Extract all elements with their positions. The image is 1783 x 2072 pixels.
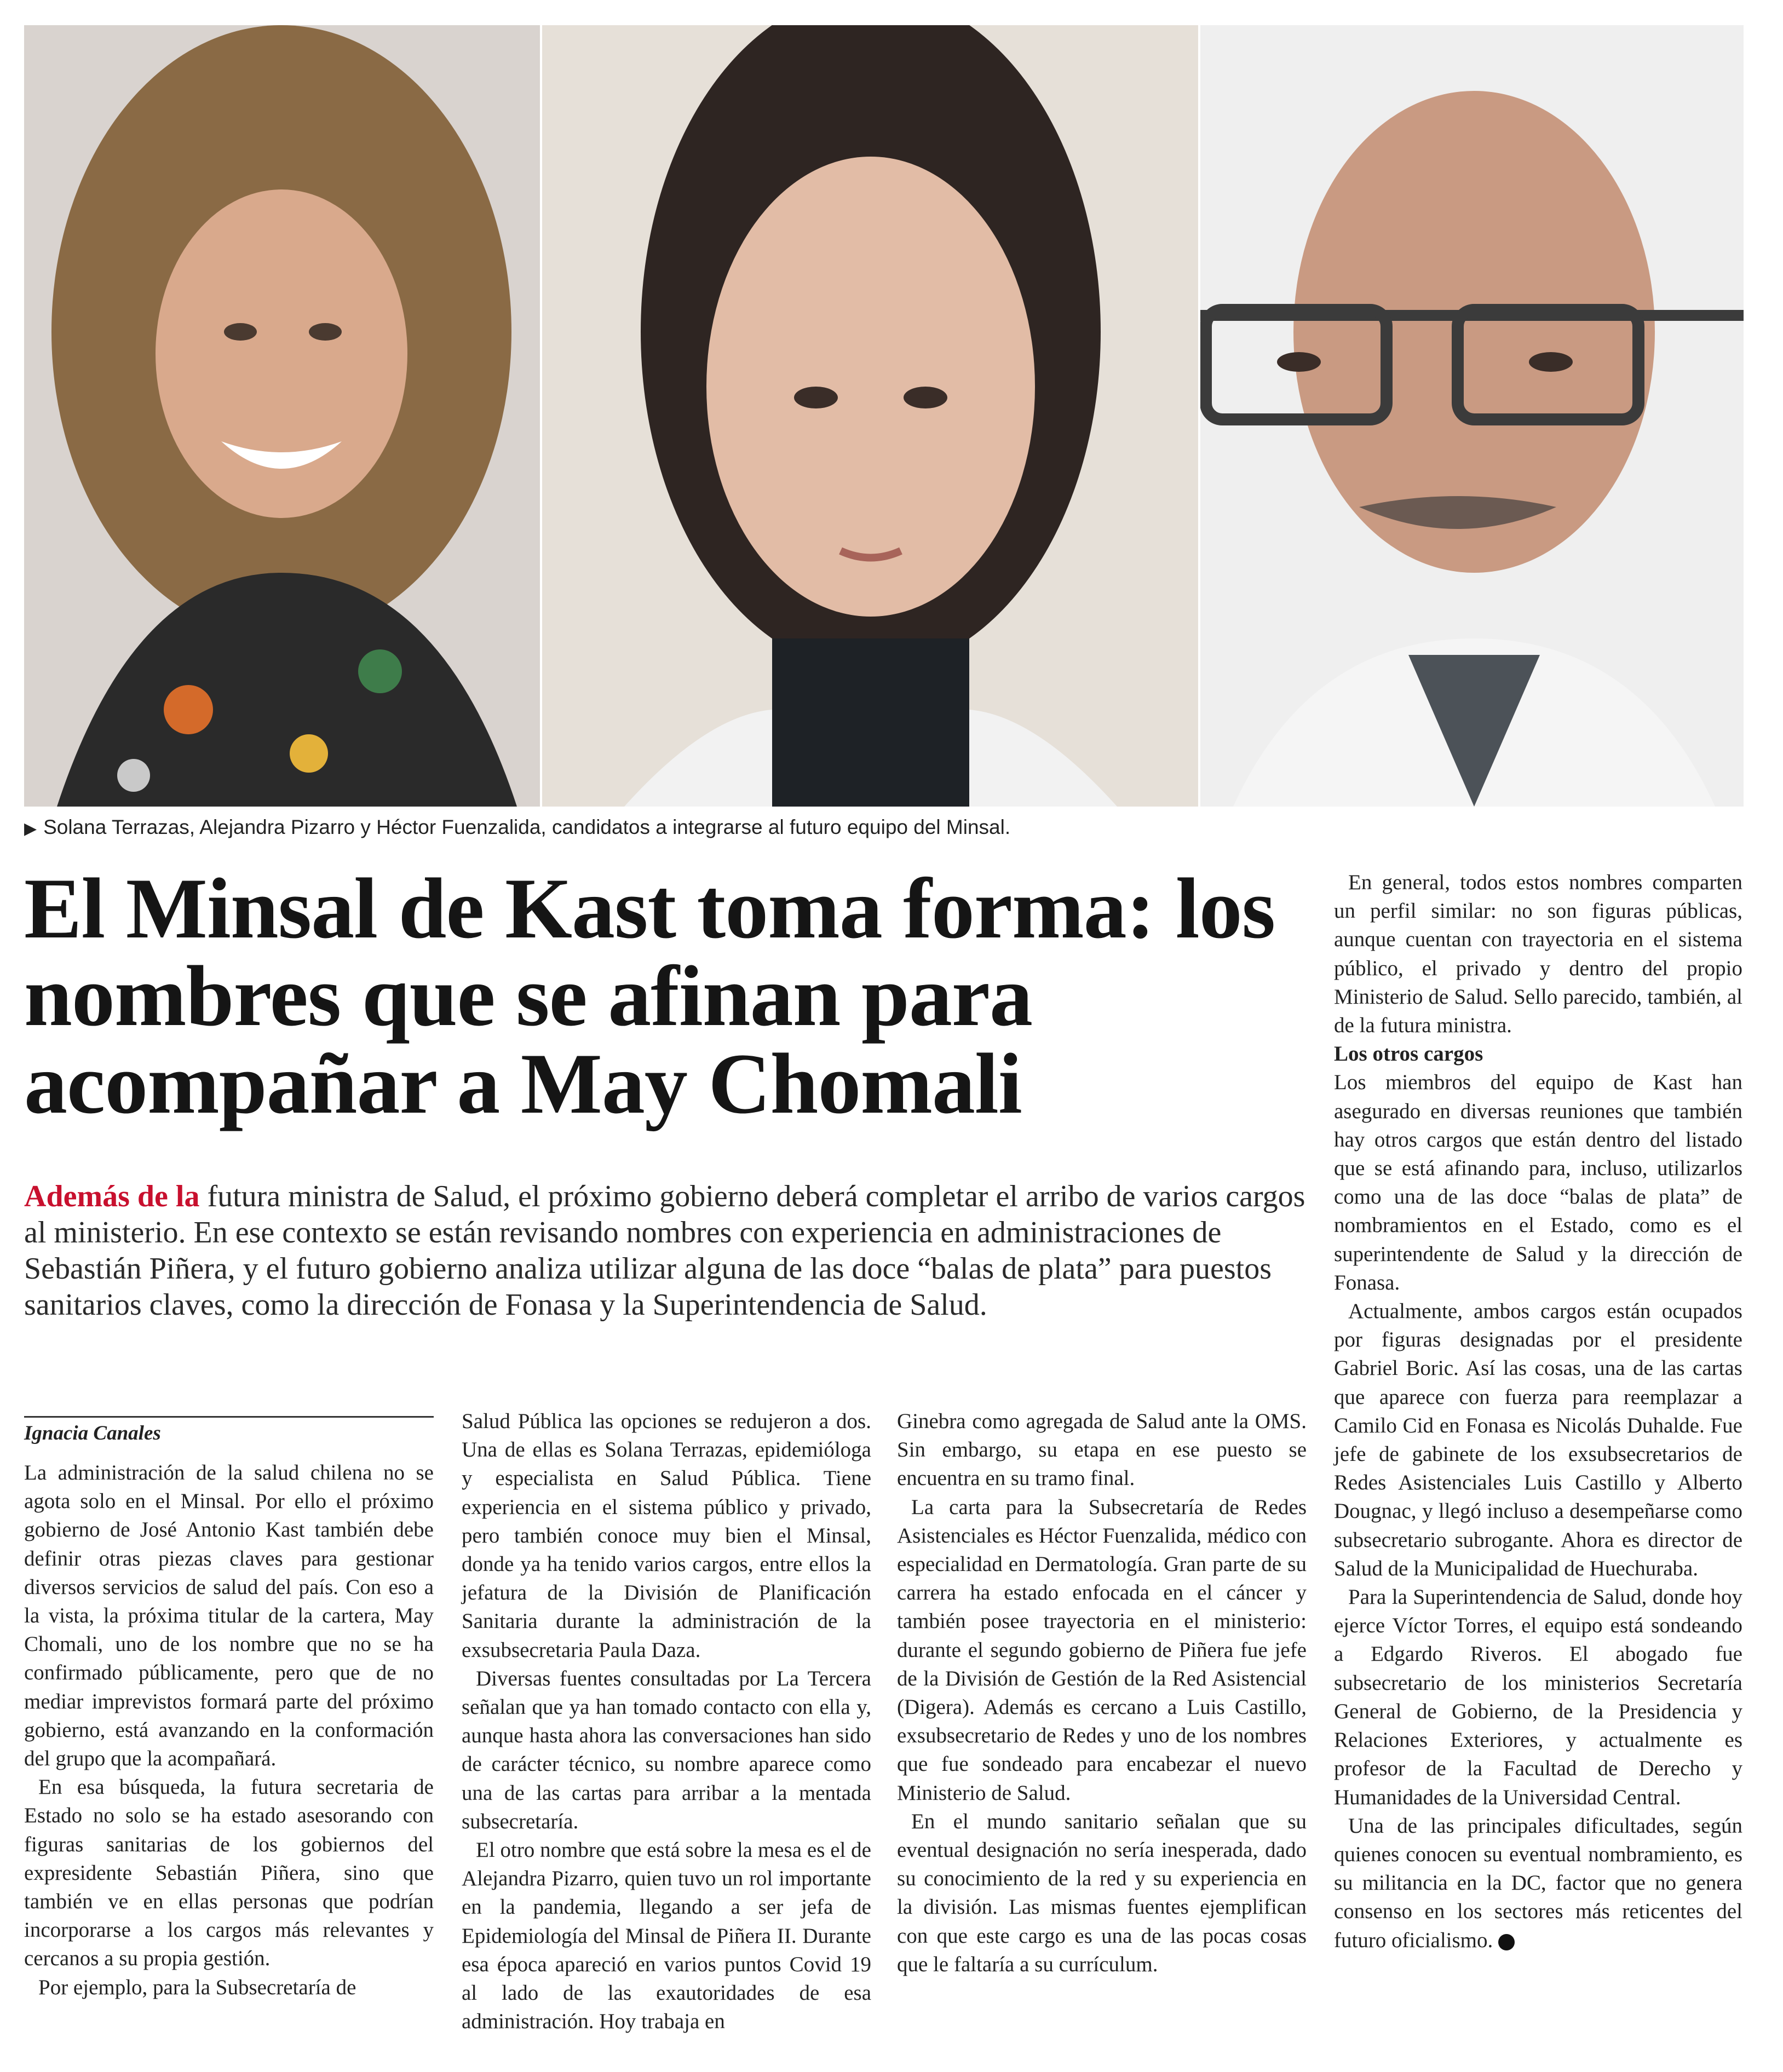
body-paragraph: Los miembros del equipo de Kast han asegurado en diversas reuniones que también hay otros cargos que están dentro del listado que se está afinando para, incluso, utilizarlos como una de las doce “balas de plata” de nombramientos en el Estado, como es el superintendente de Salud y la dirección de Fonasa. [1334,1070,1742,1294]
byline: Ignacia Canales [24,1422,161,1444]
body-paragraph: Para la Superintendencia de Salud, donde hoy ejerce Víctor Torres, el equipo está sondeando a Edgardo Riveros. El abogado fue subsecretario de los ministerios Secretaría General de Gobierno, de la Presidencia y Relaciones Exteriores, y actualmente es profesor de la Facultad de Derecho y Humanidades de la Universidad Central. [1334,1585,1742,1809]
lead-kicker: Además de la [24,1179,200,1213]
headline: El Minsal de Kast toma forma: los nombres que se afinan para acompañar a May Chomali [24,861,1275,1132]
body-paragraph: En el mundo sanitario señalan que su eventual designación no sería inesperada, dado su conocimiento de la red y su experiencia en la división. Las mismas fuentes ejemplifican con que este cargo es una de las pocas cosas que le faltaría a su currículum. [897,1809,1307,1976]
photo-caption: ▶ Solana Terrazas, Alejandra Pizarro y Héctor Fuenzalida, candidatos a integrarse al futuro equipo del Minsal. [24,816,1011,838]
caption-triangle-icon: ▶ [24,820,37,838]
photo-alejandra-pizarro [542,25,1198,807]
body-paragraph: Ginebra como agregada de Salud ante la OMS. Sin embargo, su etapa en ese puesto se encuentra en su tramo final. [897,1409,1307,1490]
byline-divider [24,1416,434,1418]
body-paragraph-last: Una de las principales dificultades, según quienes conocen su eventual nombramiento, es su militancia en la DC, factor que no genera consenso en los sectores más reticentes del futuro oficialismo. [1334,1814,1742,1952]
article-column-2 [462,1407,871,2036]
body-paragraph: Diversas fuentes consultadas por La Tercera señalan que ya han tomado contacto con ella y, aunque hasta ahora las conversaciones han sido de carácter técnico, su nombre aparece como una de las cartas para arribar a la mentada subsecretaría. [462,1666,871,1833]
photo-hector-fuenzalida [1200,25,1744,807]
body-paragraph: Actualmente, ambos cargos están ocupados por figuras designadas por el presidente Gabriel Boric. Así las cosas, una de las cartas que aparece con fuerza para reemplazar a Camilo Cid en Fonasa es Nicolás Duhalde. Fue jefe de gabinete de los exsubsecretarios de Redes Asistenciales Luis Castillo y Alberto Dougnac, y llegó incluso a desempeñarse como subsecretario subrogante. Ahora es director de Salud de la Municipalidad de Huechuraba. [1334,1299,1742,1580]
body-paragraph: En general, todos estos nombres comparten un perfil similar: no son figuras públicas, aunque cuentan con trayectoria en el sistema público, el privado y dentro del propio Ministerio de Salud. Sello parecido, también, al de la futura ministra. [1334,871,1742,1038]
body-paragraph: Por ejemplo, para la Subsecretaría de [38,1975,356,1999]
photo-strip [24,25,1744,807]
article-column-4 [1334,868,1742,1955]
section-subhead: Los otros cargos [1334,1042,1483,1066]
lead-text: futura ministra de Salud, el próximo gobierno deberá completar el arribo de varios cargos al ministerio. En ese contexto se están revisando nombres con experiencia en administraciones de Sebastián Piñera, y el futuro gobierno analiza utilizar alguna de las doce “balas de plata” para puestos sanitarios claves, como la dirección de Fonasa y la Superintendencia de Salud. [24,1179,1305,1322]
body-paragraph: El otro nombre que está sobre la mesa es el de Alejandra Pizarro, quien tuvo un rol importante en la pandemia, llegando a ser jefa de Epidemiología del Minsal de Piñera II. Durante esa época apareció en varios puntos Covid 19 al lado de las exautoridades de esa administración. Hoy trabaja en [462,1838,871,2034]
article-column-1 [24,1459,434,2002]
body-paragraph: En esa búsqueda, la futura secretaria de Estado no solo se ha estado asesorando con figuras sanitarias de los gobiernos del expresidente Sebastián Piñera, sino que también ve en ellas personas que podrían incorporarse a los cargos más relevantes y cercanos a su propia gestión. [24,1775,434,1971]
body-paragraph: Salud Pública las opciones se redujeron a dos. Una de ellas es Solana Terrazas, epidemióloga y especialista en Salud Pública. Tiene experiencia en el sistema público y privado, pero también conoce muy bien el Minsal, donde ya ha tenido varios cargos, entre ellos la jefatura de la División de Planificación Sanitaria durante la administración de la exsubsecretaria Paula Daza. [462,1409,871,1662]
photo-solana-terrazas [24,25,540,807]
body-paragraph: La administración de la salud chilena no se agota solo en el Minsal. Por ello el próximo gobierno de José Antonio Kast también debe definir otras piezas claves para gestionar diversos servicios de salud del país. Con eso a la vista, la próxima titular de la cartera, May Chomali, uno de los nombre que no se ha confirmado públicamente, pero que de no mediar imprevistos formará parte del próximo gobierno, está avanzando en la conformación del grupo que la acompañará. [24,1461,434,1771]
lead-paragraph [24,1178,1322,1323]
body-paragraph: La carta para la Subsecretaría de Redes Asistenciales es Héctor Fuenzalida, médico con especialidad en Dermatología. Gran parte de su carrera ha estado enfocada en el cáncer y también posee trayectoria en el ministerio: durante el segundo gobierno de Piñera fue jefe de la División de Gestión de la Red Asistencial (Digera). Además es cercano a Luis Castillo, exsubsecretario de Redes y uno de los nombres que fue sondeado para encabezar el nuevo Ministerio de Salud. [897,1495,1307,1805]
article-column-3 [897,1407,1307,1979]
end-mark-icon [1498,1934,1515,1950]
